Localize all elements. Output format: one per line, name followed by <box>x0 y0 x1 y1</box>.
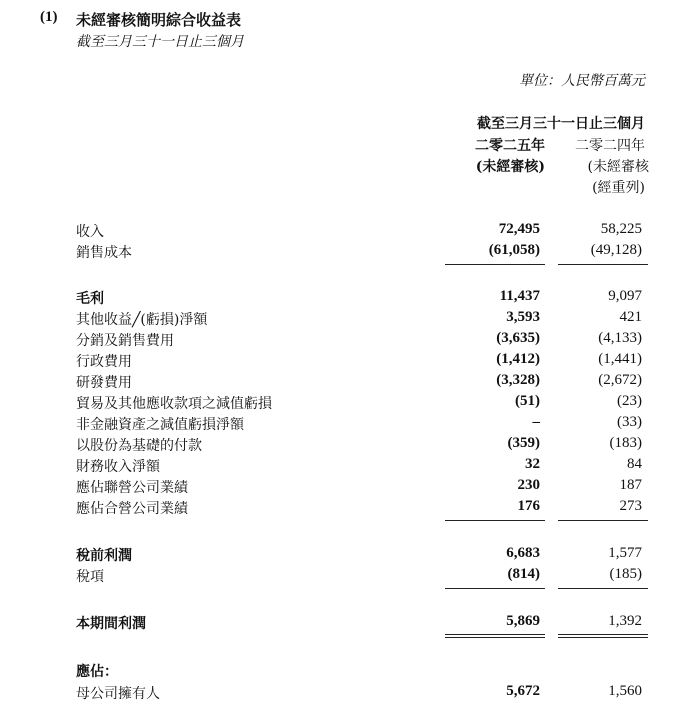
value-2024: (49,128) <box>590 242 642 258</box>
value-2025: 6,683 <box>506 545 540 561</box>
row-label: 應佔聯營公司業績 <box>76 480 188 496</box>
col2-restated: (經重列) <box>592 180 645 196</box>
total-double-rule <box>558 637 648 638</box>
total-double-rule <box>445 634 545 635</box>
row-label: 行政費用 <box>76 354 132 370</box>
row-joint-ventures-results <box>0 498 675 519</box>
subtotal-rule <box>558 520 648 521</box>
value-2024: 1,560 <box>608 683 642 699</box>
row-owners-of-parent <box>0 683 675 704</box>
period-header: 截至三月三十一日止三個月 <box>477 116 645 132</box>
statement-subtitle: 截至三月三十一日止三個月 <box>76 34 244 50</box>
value-2025: – <box>532 414 540 430</box>
row-attributable-to <box>0 661 675 682</box>
value-2025: 5,869 <box>506 613 540 629</box>
col1-year: 二零二五年 <box>475 138 545 154</box>
total-double-rule <box>445 637 545 638</box>
currency-unit: 單位：人民幣百萬元 <box>519 73 645 89</box>
value-2025: (51) <box>515 393 540 409</box>
value-2024: 9,097 <box>608 288 642 304</box>
row-other-gains <box>0 309 675 330</box>
row-label: 本期間利潤 <box>76 616 146 632</box>
value-2024: 421 <box>619 309 642 325</box>
value-2024: (2,672) <box>598 372 642 388</box>
row-finance-income <box>0 456 675 477</box>
row-label: 貿易及其他應收款項之減值虧損 <box>76 396 272 412</box>
col1-note: (未經審核) <box>475 159 545 175</box>
subtotal-rule <box>558 588 648 589</box>
subtotal-rule <box>445 264 545 265</box>
row-label: 應佔合營公司業績 <box>76 501 188 517</box>
value-2025: 32 <box>525 456 540 472</box>
value-2024: 273 <box>619 498 642 514</box>
value-2024: 187 <box>619 477 642 493</box>
row-admin-expenses <box>0 351 675 372</box>
row-revenue <box>0 221 675 242</box>
value-2025: 3,593 <box>506 309 540 325</box>
row-label: 母公司擁有人 <box>76 686 160 702</box>
value-2024: 58,225 <box>600 221 642 237</box>
row-label: 應佔： <box>76 664 118 680</box>
value-2024: (23) <box>617 393 642 409</box>
value-2025: (61,058) <box>488 242 540 258</box>
value-2024: (185) <box>609 566 642 582</box>
row-label: 收入 <box>76 224 104 240</box>
value-2024: (33) <box>617 414 642 430</box>
value-2024: 1,577 <box>608 545 642 561</box>
row-label: 毛利 <box>76 291 104 307</box>
row-label: 以股份為基礎的付款 <box>76 438 202 454</box>
row-label: 銷售成本 <box>76 245 132 261</box>
value-2025: 72,495 <box>498 221 540 237</box>
value-2024: (1,441) <box>598 351 642 367</box>
value-2025: 230 <box>517 477 540 493</box>
col2-year: 二零二四年 <box>575 138 645 154</box>
subtotal-rule <box>445 520 545 521</box>
value-2025: 176 <box>517 498 540 514</box>
value-2025: (359) <box>507 435 540 451</box>
value-2024: 84 <box>627 456 642 472</box>
row-label: 非金融資產之減值虧損淨額 <box>76 417 244 433</box>
section-number: (1) <box>40 9 58 25</box>
subtotal-rule <box>445 588 545 589</box>
value-2025: 11,437 <box>499 288 540 304</box>
row-label: 分銷及銷售費用 <box>76 333 174 349</box>
value-2025: (3,635) <box>496 330 540 346</box>
row-label: 研發費用 <box>76 375 132 391</box>
row-label: 其他收益╱(虧損)淨額 <box>76 312 208 328</box>
row-nonfinancial-impairment <box>0 414 675 435</box>
value-2025: (3,328) <box>496 372 540 388</box>
row-label: 稅項 <box>76 569 104 585</box>
value-2025: (814) <box>507 566 540 582</box>
value-2024: (183) <box>609 435 642 451</box>
value-2024: 1,392 <box>608 613 642 629</box>
row-profit-for-period <box>0 613 675 634</box>
value-2024: (4,133) <box>598 330 642 346</box>
value-2025: 5,672 <box>506 683 540 699</box>
row-associates-results <box>0 477 675 498</box>
row-rnd-expenses <box>0 372 675 393</box>
col2-note: (未經審核 <box>587 159 649 175</box>
row-label: 稅前利潤 <box>76 548 132 564</box>
row-gross-profit <box>0 288 675 309</box>
row-cost-of-sales <box>0 242 675 263</box>
row-share-based-payments <box>0 435 675 456</box>
row-tax <box>0 566 675 587</box>
row-distribution-costs <box>0 330 675 351</box>
row-profit-before-tax <box>0 545 675 566</box>
subtotal-rule <box>558 264 648 265</box>
value-2025: (1,412) <box>496 351 540 367</box>
total-double-rule <box>558 634 648 635</box>
row-receivables-impairment <box>0 393 675 414</box>
row-label: 財務收入淨額 <box>76 459 160 475</box>
statement-title: 未經審核簡明綜合收益表 <box>76 11 242 29</box>
